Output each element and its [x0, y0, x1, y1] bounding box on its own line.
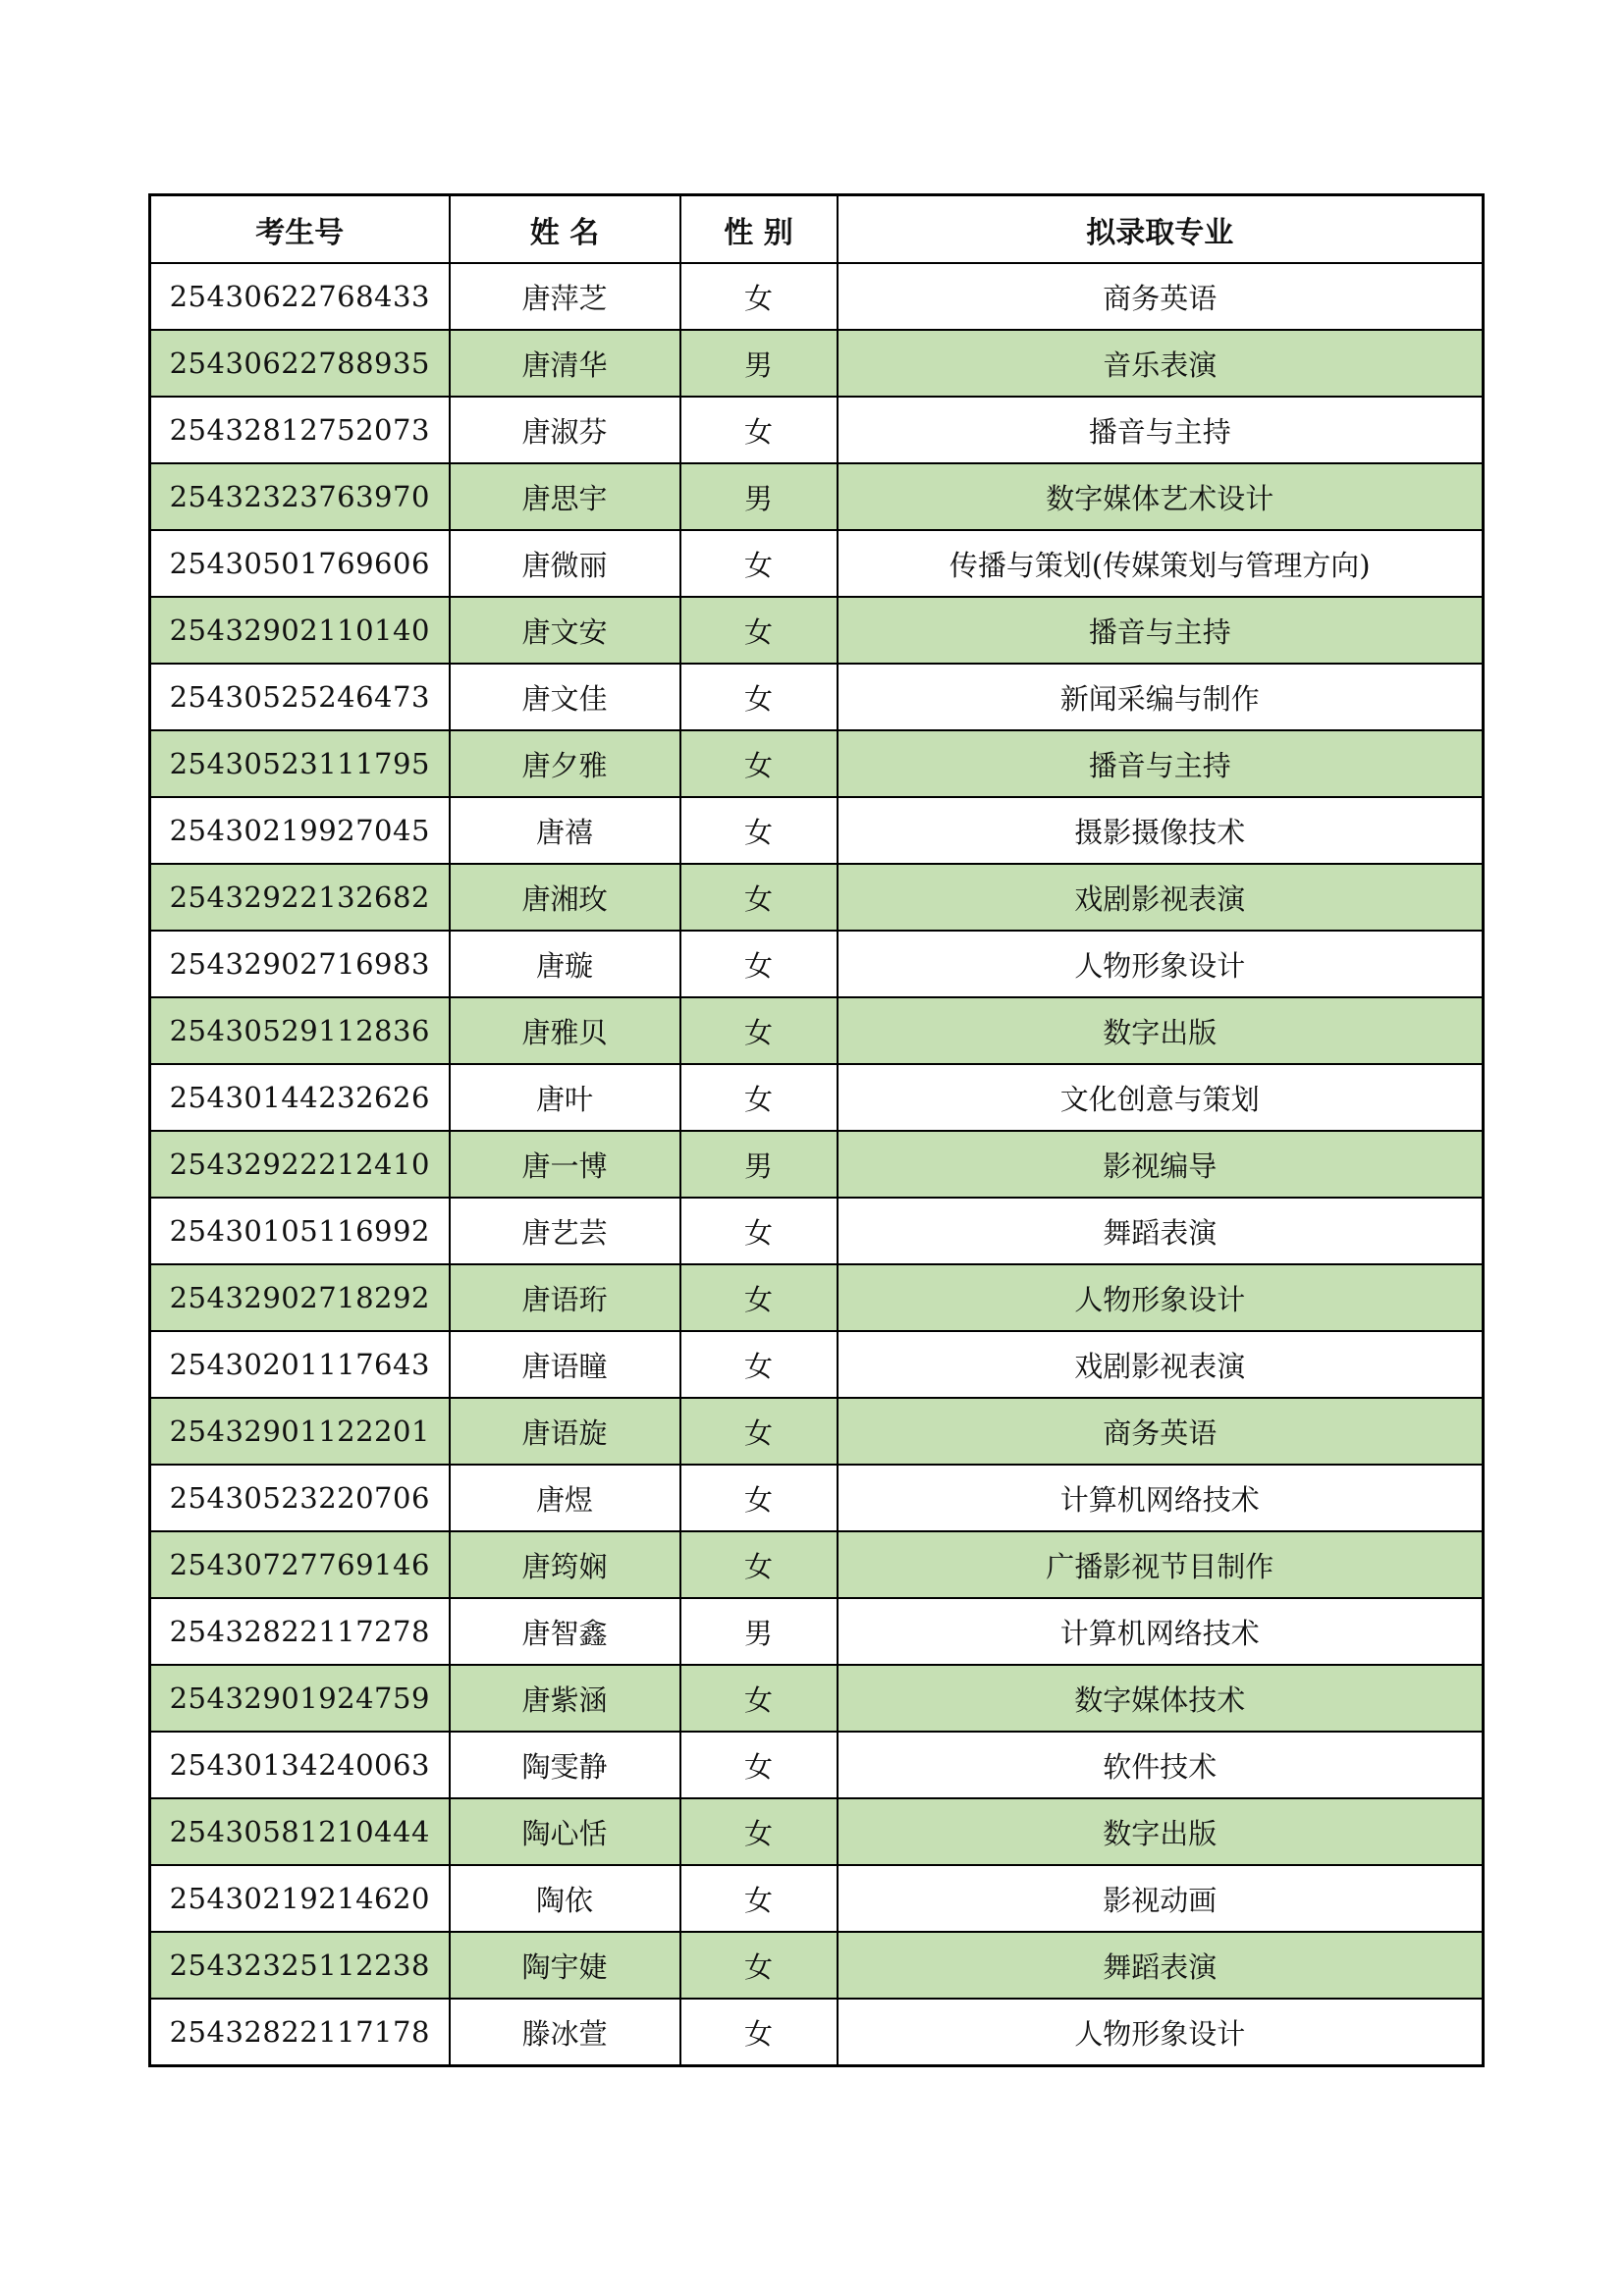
- cell-sex: 女: [680, 263, 838, 330]
- cell-major: 计算机网络技术: [838, 1598, 1484, 1665]
- cell-major: 影视编导: [838, 1131, 1484, 1198]
- cell-exam-id: 25430523220706: [150, 1465, 450, 1531]
- table-row: [150, 330, 1484, 397]
- cell-exam-id: 25432922212410: [150, 1131, 450, 1198]
- cell-major: 人物形象设计: [838, 1999, 1484, 2066]
- cell-name: 唐璇: [450, 931, 680, 997]
- table-row: [150, 397, 1484, 463]
- cell-name: 唐语旋: [450, 1398, 680, 1465]
- cell-major: 数字出版: [838, 997, 1484, 1064]
- cell-sex: 女: [680, 1331, 838, 1398]
- table-row: [150, 1131, 1484, 1198]
- table-row: [150, 463, 1484, 530]
- cell-exam-id: 25432922132682: [150, 864, 450, 931]
- cell-sex: 女: [680, 597, 838, 664]
- cell-major: 数字媒体艺术设计: [838, 463, 1484, 530]
- cell-sex: 男: [680, 1598, 838, 1665]
- cell-exam-id: 25432902110140: [150, 597, 450, 664]
- cell-sex: 女: [680, 1531, 838, 1598]
- cell-major: 舞蹈表演: [838, 1932, 1484, 1999]
- cell-sex: 女: [680, 997, 838, 1064]
- cell-name: 唐紫涵: [450, 1665, 680, 1732]
- cell-sex: 男: [680, 1131, 838, 1198]
- table-row: [150, 263, 1484, 330]
- table-row: [150, 997, 1484, 1064]
- table-row: [150, 1665, 1484, 1732]
- cell-name: 唐筠娴: [450, 1531, 680, 1598]
- cell-major: 商务英语: [838, 1398, 1484, 1465]
- cell-major: 影视动画: [838, 1865, 1484, 1932]
- cell-exam-id: 25432822117278: [150, 1598, 450, 1665]
- table-row: [150, 1465, 1484, 1531]
- cell-sex: 女: [680, 797, 838, 864]
- cell-exam-id: 25430501769606: [150, 530, 450, 597]
- table-row: [150, 864, 1484, 931]
- cell-exam-id: 25430219927045: [150, 797, 450, 864]
- table-row: [150, 530, 1484, 597]
- table-row: [150, 1598, 1484, 1665]
- admission-table: [148, 193, 1485, 2067]
- cell-exam-id: 25430523111795: [150, 730, 450, 797]
- cell-major: 播音与主持: [838, 397, 1484, 463]
- cell-major: 人物形象设计: [838, 1264, 1484, 1331]
- cell-major: 计算机网络技术: [838, 1465, 1484, 1531]
- cell-major: 数字出版: [838, 1798, 1484, 1865]
- cell-sex: 女: [680, 1665, 838, 1732]
- cell-major: 新闻采编与制作: [838, 664, 1484, 730]
- table-header: [150, 195, 1484, 264]
- cell-name: 唐湘玫: [450, 864, 680, 931]
- cell-sex: 女: [680, 1264, 838, 1331]
- cell-sex: 女: [680, 1064, 838, 1131]
- cell-exam-id: 25430529112836: [150, 997, 450, 1064]
- table-row: [150, 597, 1484, 664]
- cell-name: 唐微丽: [450, 530, 680, 597]
- cell-exam-id: 25432325112238: [150, 1932, 450, 1999]
- cell-sex: 女: [680, 1198, 838, 1264]
- cell-name: 唐文佳: [450, 664, 680, 730]
- cell-exam-id: 25430144232626: [150, 1064, 450, 1131]
- cell-exam-id: 25430525246473: [150, 664, 450, 730]
- cell-major: 文化创意与策划: [838, 1064, 1484, 1131]
- header-sex: 性 别: [680, 195, 838, 264]
- cell-sex: 女: [680, 1999, 838, 2066]
- cell-name: 唐文安: [450, 597, 680, 664]
- cell-exam-id: 25430581210444: [150, 1798, 450, 1865]
- cell-sex: 女: [680, 397, 838, 463]
- cell-sex: 女: [680, 530, 838, 597]
- cell-name: 唐清华: [450, 330, 680, 397]
- cell-major: 播音与主持: [838, 730, 1484, 797]
- cell-major: 戏剧影视表演: [838, 864, 1484, 931]
- cell-sex: 男: [680, 463, 838, 530]
- table-row: [150, 1398, 1484, 1465]
- table-row: [150, 931, 1484, 997]
- cell-name: 唐夕雅: [450, 730, 680, 797]
- table-row: [150, 1865, 1484, 1932]
- cell-exam-id: 25432812752073: [150, 397, 450, 463]
- cell-name: 陶心恬: [450, 1798, 680, 1865]
- cell-exam-id: 25432323763970: [150, 463, 450, 530]
- cell-sex: 女: [680, 664, 838, 730]
- table-body: [150, 263, 1484, 2066]
- cell-exam-id: 25430622768433: [150, 263, 450, 330]
- cell-exam-id: 25432901924759: [150, 1665, 450, 1732]
- cell-name: 陶依: [450, 1865, 680, 1932]
- cell-major: 软件技术: [838, 1732, 1484, 1798]
- admission-list-sheet: [148, 193, 1482, 2067]
- cell-major: 广播影视节目制作: [838, 1531, 1484, 1598]
- cell-exam-id: 25430201117643: [150, 1331, 450, 1398]
- table-row: [150, 1331, 1484, 1398]
- cell-name: 唐禧: [450, 797, 680, 864]
- header-row: [150, 195, 1484, 264]
- cell-sex: 女: [680, 1732, 838, 1798]
- cell-major: 传播与策划(传媒策划与管理方向): [838, 530, 1484, 597]
- cell-name: 唐思宇: [450, 463, 680, 530]
- cell-name: 陶雯静: [450, 1732, 680, 1798]
- cell-sex: 女: [680, 1865, 838, 1932]
- cell-name: 陶宇婕: [450, 1932, 680, 1999]
- cell-sex: 男: [680, 330, 838, 397]
- cell-exam-id: 25430134240063: [150, 1732, 450, 1798]
- cell-major: 音乐表演: [838, 330, 1484, 397]
- table-row: [150, 1264, 1484, 1331]
- cell-sex: 女: [680, 864, 838, 931]
- cell-name: 唐语珩: [450, 1264, 680, 1331]
- cell-name: 唐智鑫: [450, 1598, 680, 1665]
- cell-sex: 女: [680, 1798, 838, 1865]
- table-row: [150, 1531, 1484, 1598]
- cell-name: 唐淑芬: [450, 397, 680, 463]
- cell-major: 数字媒体技术: [838, 1665, 1484, 1732]
- cell-name: 唐语瞳: [450, 1331, 680, 1398]
- cell-exam-id: 25432901122201: [150, 1398, 450, 1465]
- cell-exam-id: 25432902716983: [150, 931, 450, 997]
- cell-name: 唐艺芸: [450, 1198, 680, 1264]
- cell-exam-id: 25430727769146: [150, 1531, 450, 1598]
- table-row: [150, 1932, 1484, 1999]
- cell-sex: 女: [680, 730, 838, 797]
- cell-major: 舞蹈表演: [838, 1198, 1484, 1264]
- cell-exam-id: 25430622788935: [150, 330, 450, 397]
- cell-exam-id: 25430105116992: [150, 1198, 450, 1264]
- cell-major: 戏剧影视表演: [838, 1331, 1484, 1398]
- cell-sex: 女: [680, 1932, 838, 1999]
- table-row: [150, 730, 1484, 797]
- cell-exam-id: 25430219214620: [150, 1865, 450, 1932]
- cell-exam-id: 25432822117178: [150, 1999, 450, 2066]
- cell-exam-id: 25432902718292: [150, 1264, 450, 1331]
- cell-name: 唐煜: [450, 1465, 680, 1531]
- table-row: [150, 1732, 1484, 1798]
- cell-name: 唐雅贝: [450, 997, 680, 1064]
- cell-major: 人物形象设计: [838, 931, 1484, 997]
- cell-name: 唐萍芝: [450, 263, 680, 330]
- table-row: [150, 1798, 1484, 1865]
- cell-sex: 女: [680, 1398, 838, 1465]
- header-major: 拟录取专业: [838, 195, 1484, 264]
- cell-name: 唐一博: [450, 1131, 680, 1198]
- table-row: [150, 664, 1484, 730]
- header-name: 姓 名: [450, 195, 680, 264]
- cell-name: 唐叶: [450, 1064, 680, 1131]
- table-row: [150, 797, 1484, 864]
- cell-name: 滕冰萱: [450, 1999, 680, 2066]
- cell-sex: 女: [680, 931, 838, 997]
- header-exam-id: 考生号: [150, 195, 450, 264]
- table-row: [150, 1999, 1484, 2066]
- table-row: [150, 1064, 1484, 1131]
- cell-sex: 女: [680, 1465, 838, 1531]
- cell-major: 商务英语: [838, 263, 1484, 330]
- cell-major: 摄影摄像技术: [838, 797, 1484, 864]
- table-row: [150, 1198, 1484, 1264]
- cell-major: 播音与主持: [838, 597, 1484, 664]
